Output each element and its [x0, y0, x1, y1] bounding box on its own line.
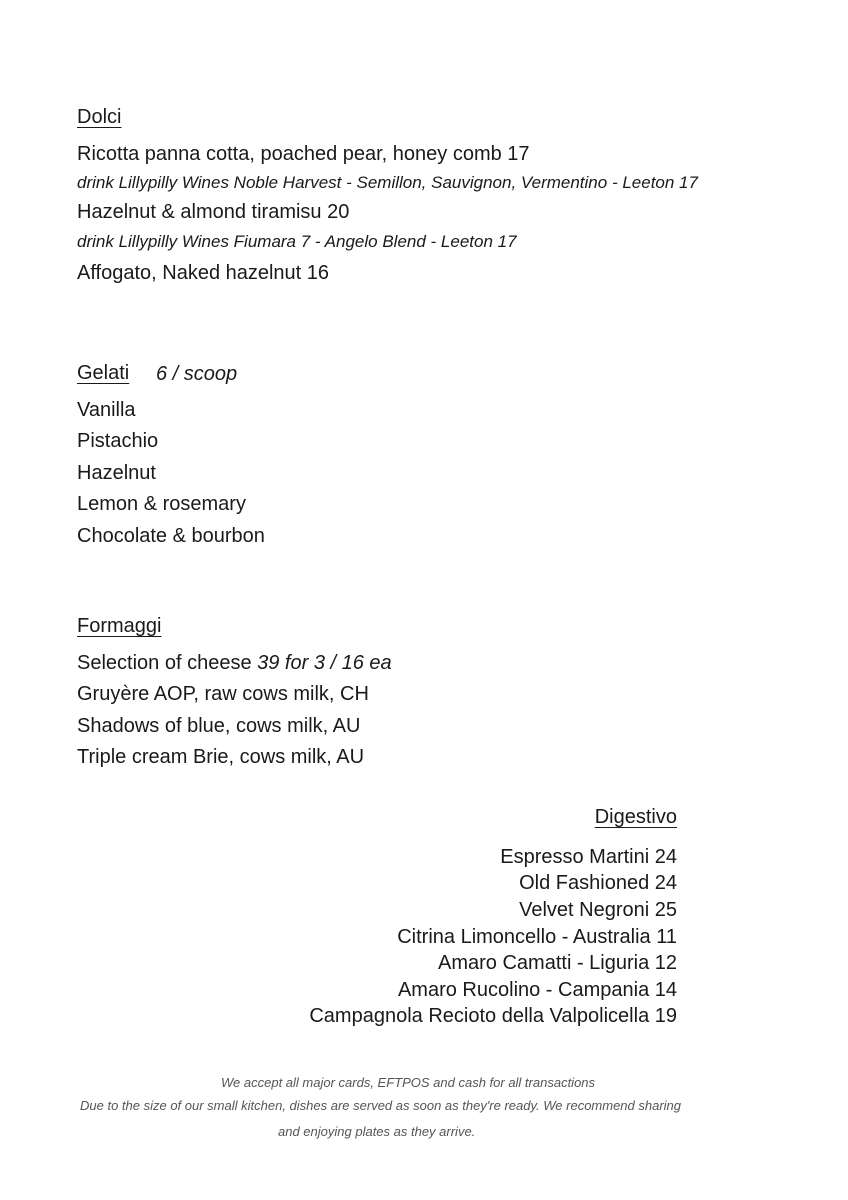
formaggi-heading: Formaggi — [77, 615, 162, 637]
gelati-item: Vanilla — [77, 399, 136, 421]
digestivo-item: Amaro Rucolino - Campania 14 — [397, 979, 677, 1001]
gelati-heading: Gelati — [77, 362, 130, 384]
digestivo-item: Citrina Limoncello - Australia 11 — [397, 926, 677, 948]
footer-payment-note: We accept all major cards, EFTPOS and cash for all transactions — [221, 1075, 596, 1090]
dolci-drink-pairing: drink Lillypilly Wines Fiumara 7 - Angelo Blend - Leeton 17 — [77, 232, 517, 251]
formaggi-item: Triple cream Brie, cows milk, AU — [77, 746, 365, 768]
digestivo-heading: Digestivo — [594, 806, 677, 828]
digestivo-item: Espresso Martini 24 — [500, 846, 677, 868]
dolci-item: Affogato, Naked hazelnut 16 — [77, 262, 330, 284]
gelati-item: Chocolate & bourbon — [77, 525, 265, 547]
formaggi-item: Gruyère AOP, raw cows milk, CH — [77, 683, 369, 705]
formaggi-selection — [77, 651, 392, 675]
dolci-heading: Dolci — [77, 106, 122, 128]
digestivo-item: Amaro Camatti - Liguria 12 — [438, 952, 677, 974]
footer-kitchen-note: Due to the size of our small kitchen, dishes are served as soon as they're ready. We recommend sharing — [80, 1098, 682, 1113]
formaggi-selection-price: 39 for 3 / 16 ea — [257, 652, 392, 674]
dolci-drink-pairing: drink Lillypilly Wines Noble Harvest - Semillon, Sauvignon, Vermentino - Leeton 17 — [77, 173, 698, 192]
gelati-item: Pistachio — [77, 430, 159, 452]
dolci-item: Ricotta panna cotta, poached pear, honey comb 17 — [77, 143, 530, 165]
formaggi-item: Shadows of blue, cows milk, AU — [77, 715, 361, 737]
gelati-item: Hazelnut — [77, 462, 156, 484]
digestivo-item: Velvet Negroni 25 — [519, 899, 677, 921]
digestivo-item: Campagnola Recioto della Valpolicella 19 — [309, 1005, 677, 1027]
gelati-item: Lemon & rosemary — [77, 493, 246, 515]
footer-kitchen-note-continued: and enjoying plates as they arrive. — [278, 1124, 476, 1139]
formaggi-selection-label: Selection of cheese — [77, 652, 252, 674]
gelati-price-note: 6 / scoop — [156, 363, 238, 385]
digestivo-item: Old Fashioned 24 — [519, 872, 677, 894]
dolci-item: Hazelnut & almond tiramisu 20 — [77, 201, 350, 223]
